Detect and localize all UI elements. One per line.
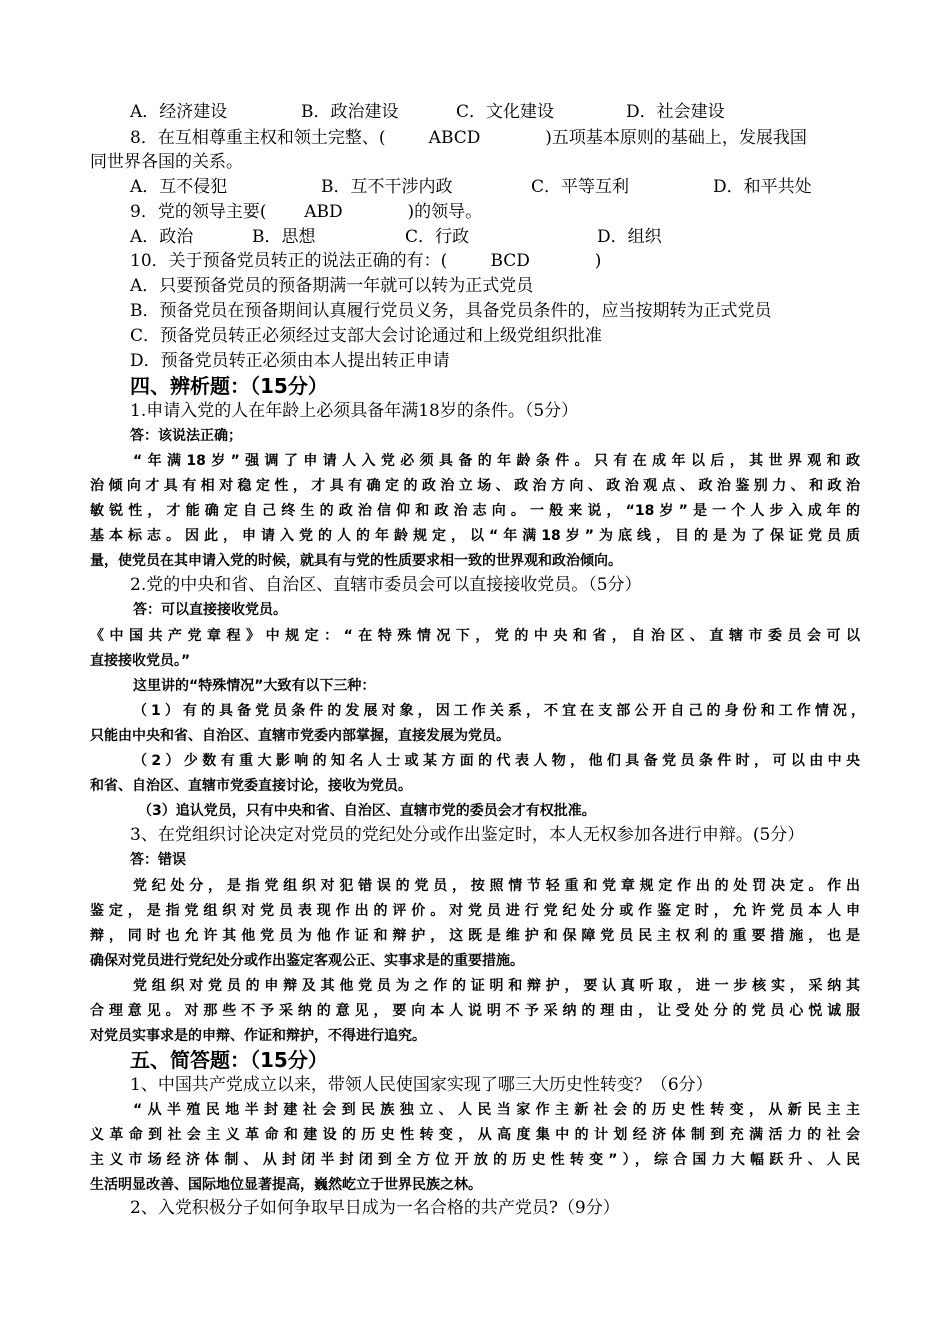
s5-q1-answer-line: 义革命到社会主义革命和建设的历史性转变，从高度集中的计划经济体制到充满活力的社会: [90, 1127, 860, 1143]
q10-option-c: C．预备党员转正必须经过支部大会讨论通过和上级党组织批准: [130, 326, 603, 346]
s4-q2-answer-line: 直接接收党员。”: [90, 653, 191, 669]
q9-option-d: D．组织: [597, 227, 662, 247]
q8-option-b: B．互不干涉内政: [321, 177, 453, 197]
s5-q1-answer-line: 主义市场经济体制、从封闭半封闭到全方位开放的历史性转变”），综合国力大幅跃升、人民: [90, 1152, 860, 1168]
s4-q3-answer-line: 合理意见。对那些不予采纳的意见，要向本人说明不予采纳的理由，让受处分的党员心悦诚服: [90, 1003, 860, 1019]
s4-q3-answer-line: 辩，同时也允许其他党员为他作证和辩护，这既是维护和保障党员民主权利的重要措施，也是: [90, 928, 860, 944]
s4-q2-answer-line: 这里讲的“特殊情况”大致有以下三种：: [133, 678, 376, 694]
s4-q1-answer-line: 敏锐性，才能确定自己终生的政治信仰和政治志向。一般来说，“18岁”是一个人步入成年的: [90, 503, 860, 519]
q9-option-a: A．政治: [130, 227, 194, 247]
q8-question-cont: 同世界各国的关系。: [90, 152, 243, 172]
s4-q1-answer-line: 治倾向才具有相对稳定性，才具有确定的政治立场、政治方向、政治观点、政治鉴别力、和政治: [90, 478, 860, 494]
s4-q1-answer-line: 基本标志。因此，申请入党的人的年龄规定，以“年满18岁”为底线，目的是为了保证党员质: [90, 528, 860, 544]
s4-q3-answer-line: 答：错误: [130, 852, 186, 868]
q10-option-a: A．只要预备党员的预备期满一年就可以转为正式党员: [130, 276, 534, 296]
q10-option-d: D．预备党员转正必须由本人提出转正申请: [130, 351, 450, 371]
q7-option-c: C．文化建设: [456, 102, 555, 122]
s4-q3-answer-line: 党纪处分，是指党组织对犯错误的党员，按照情节轻重和党章规定作出的处罚决定。作出: [133, 878, 860, 894]
q10-option-b: B．预备党员在预备期间认真履行党员义务，具备党员条件的，应当按期转为正式党员: [130, 301, 772, 321]
q8-option-a: A．互不侵犯: [130, 177, 228, 197]
s4-q2-answer-line: （1）有的具备党员条件的发展对象，因工作关系，不宜在支部公开自己的身份和工作情况，: [133, 703, 865, 719]
section4-title: 四、辨析题：（15分）: [130, 374, 328, 398]
s4-q2-answer-line: 只能由中央和省、自治区、直辖市党委内部掌握，直接发展为党员。: [90, 728, 510, 744]
s4-q3-answer-line: 确保对党员进行党纪处分或作出鉴定客观公正、实事求是的重要措施。: [90, 953, 524, 969]
s4-q2-answer-line: 答：可以直接接收党员。: [133, 602, 287, 618]
s4-q2-answer-line: （2）少数有重大影响的知名人士或某方面的代表人物，他们具备党员条件时，可以由中央: [133, 753, 860, 769]
s5-q1-question: 1、中国共产党成立以来，带领人民使国家实现了哪三大历史性转变？（6分）: [130, 1075, 713, 1095]
q8-option-c: C．平等互利: [531, 177, 630, 197]
q7-option-d: D．社会建设: [626, 102, 725, 122]
s4-q1-question: 1.申请入党的人在年龄上必须具备年满18岁的条件。（5分）: [130, 401, 579, 421]
s4-q1-answer-line: 量，使党员在其申请入党的时候，就具有与党的性质要求相一致的世界观和政治倾向。: [90, 553, 622, 569]
s4-q1-answer-line: “年满18岁”强调了申请人入党必须具备的年龄条件。只有在成年以后，其世界观和政: [133, 453, 860, 469]
q7-option-b: B．政治建设: [301, 102, 399, 122]
q9-options: [130, 226, 662, 248]
s4-q2-question: 2.党的中央和省、自治区、直辖市委员会可以直接接收党员。（5分）: [130, 575, 642, 595]
q8-option-d: D．和平共处: [713, 177, 812, 197]
q8-question: 8．在互相尊重主权和领土完整、( ABCD )五项基本原则的基础上，发展我国: [130, 128, 807, 148]
s5-q1-answer-line: “从半殖民地半封建社会到民族独立、人民当家作主新社会的历史性转变，从新民主主: [133, 1102, 860, 1118]
q9-question: 9．党的领导主要( ABD )的领导。: [130, 202, 483, 222]
q7-options: [130, 101, 725, 123]
s4-q3-answer-line: 对党员实事求是的申辩、作证和辩护，不得进行追究。: [90, 1028, 426, 1044]
section5-title: 五、简答题：（15分）: [130, 1048, 328, 1072]
s5-q1-answer-line: 生活明显改善、国际地位显著提高，巍然屹立于世界民族之林。: [90, 1177, 482, 1193]
s4-q1-answer-line: 答：该说法正确；: [130, 428, 242, 444]
q8-options: [130, 176, 812, 198]
s4-q2-answer-line: （3）追认党员，只有中央和省、自治区、直辖市党的委员会才有权批准。: [138, 803, 596, 819]
s5-q2-question: 2、入党积极分子如何争取早日成为一名合格的共产党员?（9分）: [130, 1198, 620, 1218]
s4-q3-question: 3、在党组织讨论决定对党员的党纪处分或作出鉴定时，本人无权参加各进行申辩。(5分）: [130, 825, 805, 845]
q10-question: 10．关于预备党员转正的说法正确的有：( BCD ): [130, 251, 602, 271]
q7-option-a: A．经济建设: [130, 102, 228, 122]
s4-q3-answer-line: 党组织对党员的申辩及其他党员为之作的证明和辩护，要认真听取，进一步核实，采纳其: [133, 978, 860, 994]
s4-q2-answer-line: 和省、自治区、直辖市党委直接讨论，接收为党员。: [90, 778, 412, 794]
s4-q2-answer-line: 《中国共产党章程》中规定：“在特殊情况下，党的中央和省，自治区、直辖市委员会可以: [90, 628, 860, 644]
s4-q3-answer-line: 鉴定，是指党组织对党员表现作出的评价。对党员进行党纪处分或作鉴定时，允许党员本人申: [90, 903, 860, 919]
q9-option-b: B．思想: [252, 227, 316, 247]
q9-option-c: C．行政: [405, 227, 470, 247]
